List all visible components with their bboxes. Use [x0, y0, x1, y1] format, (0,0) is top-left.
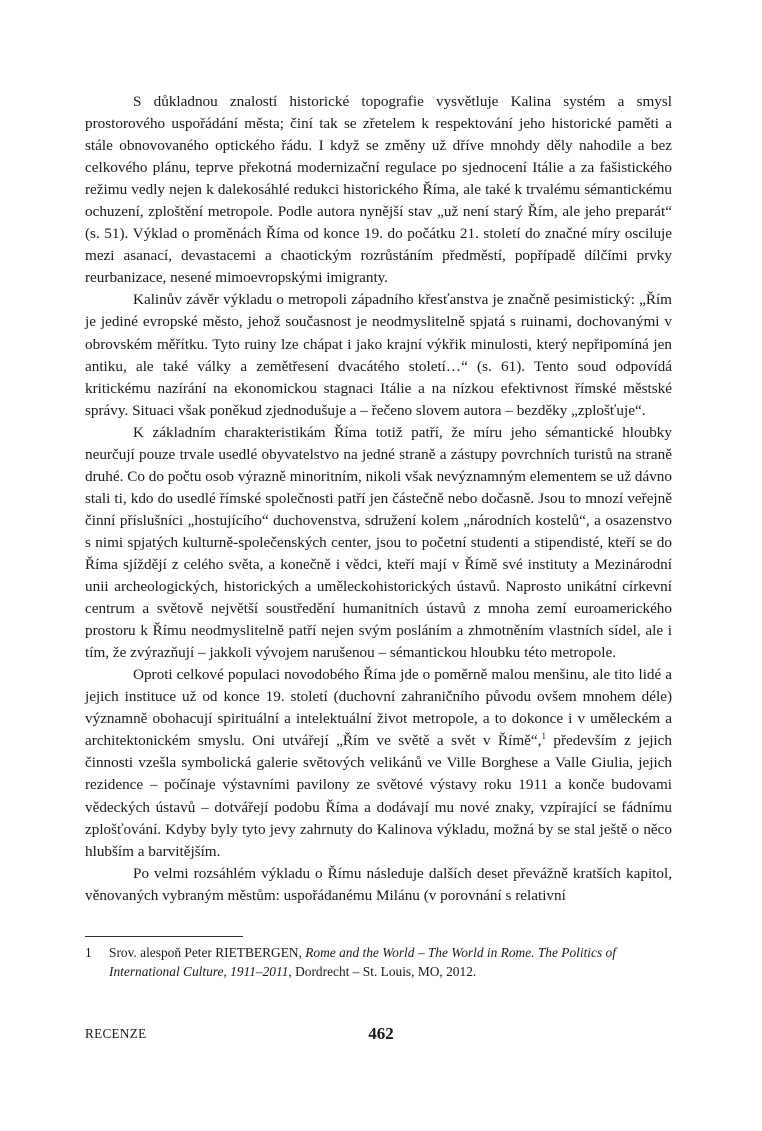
paragraph-2: Kalinův závěr výkladu o metropoli západního křesťanstva je značně pesimistický: „Řím je jediné evropské město, jehož současnost je neodmyslitelně spjatá s ruinami, dochovanými v obrovském měřítku. Tyto ruiny lze chápat i jako krajní výkřik minulosti, který nepřipomíná jen antiku, ale také války a zemětřesení dvacátého století…“ (s. 61). Tento soud odpovídá kritickému nazírání na ekonomickou stagnaci Itálie a na nízkou efektivnost římské městské správy. Situaci však poněkud zjednodušuje a – řečeno slovem autora – bezděky „zplošťuje“.: [85, 291, 672, 419]
paragraph-3: K základním charakteristikám Říma totiž patří, že míru jeho sémantické hloubky neurčují pouze trvale usedlé obyvatelstvo na jedné straně a zástupy povrchních turistů na straně druhé. Co do počtu osob výrazně minoritním, nikoli však nevýznamným elementem se už dávno stali ti, kdo do usedlé římské společnosti patří jen částečně nebo dočasně. Jsou to mnozí veřejně činní příslušníci „hostujícího“ duchovenstva, sdružení kolem „národních kostelů“, a osazenstvo s nimi spjatých kulturně-společenských center, jsou to početní studenti a stipendisté, kteří se do Říma sjíždějí z celého světa, a konečně i vědci, kteří mají v Římě své instituty a Mezinárodní unii archeologických, historických a uměleckohistorických ústavů. Naprosto unikátní církevní centrum a světově největší soustředění humanitních ústavů z mnoha zemí euroamerického prostoru k Římu neodmyslitelně patří nejen svým posláním a zhmotněním vlastních sídel, ale i tím, že zvýrazňují – jakkoli vývojem narušenou – sémantickou hloubku této metropole.: [85, 423, 672, 662]
footnote-divider: [85, 936, 243, 937]
paragraph-5: Po velmi rozsáhlém výkladu o Římu následuje dalších deset převážně kratších kapitol, věnovaných vybraným městům: uspořádanému Milánu (v porovnání s relativní: [85, 864, 672, 904]
page-number: 462: [368, 1024, 394, 1043]
footnote: [85, 943, 672, 981]
paragraph-1: S důkladnou znalostí historické topografie vysvětluje Kalina systém a smysl prostorového uspořádání města; činí tak se zřetelem k respektování jeho historické paměti a stále obnovovaného optického řádu. I když se změny už dříve mnohdy děly nahodile a bez celkového plánu, teprve překotná modernizační regulace po sjednocení Itálie a za fašistického režimu vedly nejen k dalekosáhlé redukci historického Říma, ale také k trvalému sémantickému ochuzení, zploštění metropole. Podle autora nynější stav „už není starý Řím, ale jeho preparát“ (s. 51). Výklad o proměnách Říma od konce 19. do počátku 21. století do značné míry osciluje mezi asanací, devastacemi a chaotickým rozrůstáním předměstí, popřípadě dílčími prvky reurbanizace, nesené mimoevropskými imigranty.: [85, 93, 672, 287]
footnote-text: [109, 943, 672, 981]
footnote-rest: , Dordrecht – St. Louis, MO, 2012.: [288, 964, 477, 980]
footnote-title: Rome and the World – The World in Rome. The Politics of International Culture, 1911–2011: [109, 945, 616, 980]
footnote-number: 1: [85, 945, 92, 960]
paragraph-4-part-b: především z jejich činnosti vzešla symbolická galerie světových velikánů ve Ville Borghese a Valle Giulia, jejich rezidence – počínaje výstavními pavilony ze světové výstavy roku 1911 a konče budovami vědeckých ústavů – dotvářejí podobu Říma a dodávají mu nové znaky, vzpírající se fádnímu zplošťování. Kdyby byly tyto jevy zahrnuty do Kalinova výkladu, možná by se stal ještě o něco hlubším a barvitějším.: [85, 732, 672, 860]
main-text: [85, 91, 672, 907]
footnote-reference[interactable]: 1: [541, 731, 546, 742]
footnote-author: Srov. alespoň Peter RIETBERGEN,: [109, 945, 306, 960]
paragraph-4: [85, 664, 672, 862]
section-label: RECENZE: [85, 1026, 147, 1041]
paragraph-4-part-a: Oproti celkové populaci novodobého Říma jde o poměrně malou menšinu, ale tito lidé a jejich instituce už od konce 19. století (duchovní zahraničního původu ovšem mnohem déle) významně obohacují spirituální a intelektuální život metropole, a to dokonce i v uměleckém a architektonickém smyslu. Oni utvářejí „Řím ve světě a svět v Římě“,: [85, 666, 672, 750]
